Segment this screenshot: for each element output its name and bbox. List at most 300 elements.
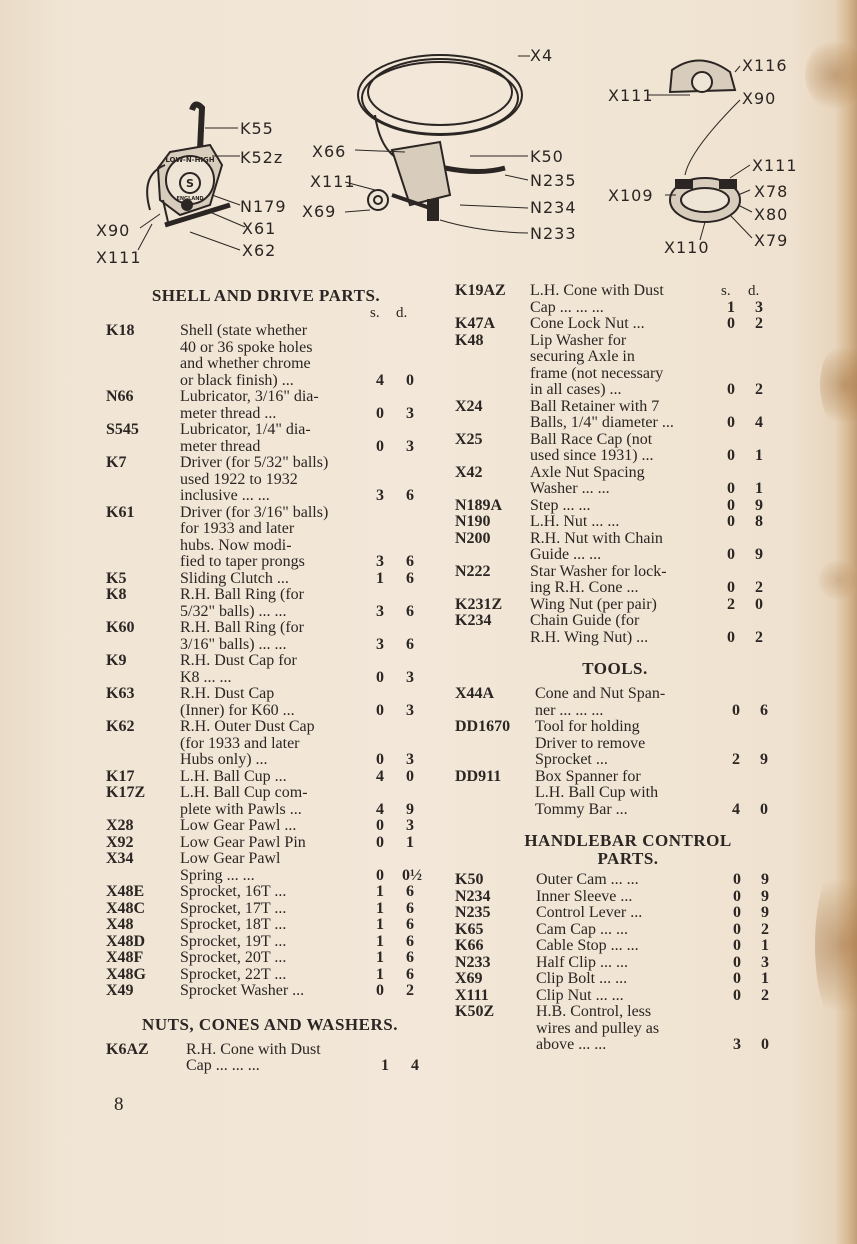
part-description <box>535 769 710 819</box>
description-line: meter thread ... <box>180 404 277 422</box>
description-line: Star Washer for lock- <box>530 562 667 580</box>
callout-label: X79 <box>754 231 789 250</box>
part-description <box>186 1042 364 1075</box>
pence-header: d. <box>748 283 760 299</box>
tools-parts-list <box>455 686 775 818</box>
description-line: Outer Cam ... ... <box>536 871 639 888</box>
price-shillings: 0 <box>376 668 384 686</box>
part-code: K61 <box>106 503 135 521</box>
part-row <box>106 934 426 951</box>
price-shillings: 0 <box>733 904 741 921</box>
part-row <box>106 587 426 620</box>
description-line: plete with Pawls ... <box>180 800 302 818</box>
part-row <box>455 872 775 889</box>
description-line: K8 ... ... <box>180 668 232 686</box>
price-shillings: 1 <box>376 916 384 933</box>
description-line: in all cases) ... <box>530 381 622 398</box>
description-line: securing Axle in <box>530 348 635 365</box>
part-description <box>180 901 358 918</box>
part-code: S545 <box>106 421 139 438</box>
description-line: Sprocket, 20T ... <box>180 949 287 966</box>
description-line: L.H. Ball Cup ... <box>180 767 287 785</box>
part-row <box>106 1042 426 1075</box>
part-row <box>106 455 426 505</box>
part-description <box>180 389 358 422</box>
part-row <box>106 967 426 984</box>
part-code: K19AZ <box>455 282 506 299</box>
handlebar-parts-list <box>455 872 775 1054</box>
price-shillings: 0 <box>733 986 741 1004</box>
price-pence: 0 <box>406 371 414 389</box>
part-code: K9 <box>106 652 127 669</box>
description-line: Sprocket Washer ... <box>180 982 305 999</box>
part-description <box>180 785 358 818</box>
price-shillings: 1 <box>727 298 735 316</box>
part-description <box>180 983 358 1000</box>
price-shillings: 1 <box>376 949 384 966</box>
part-code: X25 <box>455 430 483 448</box>
pence-header: d. <box>396 305 408 321</box>
description-line: Cap ... ... ... <box>186 1057 260 1074</box>
price-pence: 3 <box>406 668 414 686</box>
part-code: K50Z <box>455 1003 495 1020</box>
part-description <box>530 514 708 531</box>
price-shillings: 0 <box>733 887 741 905</box>
description-line: frame (not necessary <box>530 364 664 382</box>
price-pence: 2 <box>406 982 414 999</box>
price-shillings: 2 <box>727 595 735 613</box>
part-description <box>530 316 708 333</box>
description-line: Cam Cap ... ... <box>536 920 628 938</box>
part-description <box>530 432 708 465</box>
description-line: Half Clip ... ... <box>536 953 628 971</box>
description-line: H.B. Control, less <box>536 1003 652 1020</box>
price-shillings: 0 <box>376 817 384 834</box>
price-pence: 2 <box>755 579 763 596</box>
price-pence: 6 <box>406 965 414 983</box>
price-shillings: 1 <box>376 899 384 917</box>
price-shillings: 0 <box>376 833 384 851</box>
part-row <box>455 988 775 1005</box>
description-line: Sprocket ... <box>535 751 608 768</box>
callout-label: X62 <box>242 241 277 260</box>
description-line: and whether chrome <box>180 355 311 372</box>
description-line: Clip Bolt ... ... <box>536 970 628 987</box>
part-code: K6AZ <box>106 1040 149 1058</box>
part-description <box>530 613 708 646</box>
part-row <box>455 514 775 531</box>
part-code: K18 <box>106 322 135 339</box>
part-description <box>530 597 708 614</box>
part-code: X44A <box>455 685 495 702</box>
part-description <box>180 818 358 835</box>
price-pence: 8 <box>755 513 763 530</box>
part-code: DD911 <box>455 767 502 785</box>
description-line: R.H. Nut with Chain <box>530 529 663 547</box>
description-line: Cone Lock Nut ... <box>530 315 645 332</box>
part-row <box>455 955 775 972</box>
part-row <box>106 389 426 422</box>
price-shillings: 0 <box>376 751 384 768</box>
callout-label: X61 <box>242 219 277 238</box>
part-description <box>530 283 708 316</box>
price-shillings: 1 <box>381 1057 389 1074</box>
price-shillings: 3 <box>376 553 384 570</box>
clip-drawing <box>648 60 752 240</box>
description-line: Lubricator, 1/4" dia- <box>180 421 311 438</box>
price-pence: 1 <box>755 447 763 464</box>
price-pence: 2 <box>755 628 763 646</box>
description-line: 5/32" balls) ... ... <box>180 602 287 620</box>
description-line: Tool for holding <box>535 718 640 735</box>
callout-label: K52z <box>240 148 284 167</box>
part-code: N189A <box>455 496 503 514</box>
part-description <box>180 323 358 389</box>
description-line: Ball Race Cap (not <box>530 430 653 448</box>
callout-label: N233 <box>530 224 577 243</box>
part-row <box>455 938 775 955</box>
part-description <box>180 950 358 967</box>
description-line: Sprocket, 22T ... <box>180 965 287 983</box>
description-line: fied to taper prongs <box>180 553 305 570</box>
price-shillings: 0 <box>727 546 735 563</box>
stain <box>818 560 857 600</box>
price-shillings: 0 <box>727 579 735 596</box>
price-shillings: 0 <box>733 970 741 987</box>
callout-label: X66 <box>312 142 347 161</box>
price-pence: 1 <box>761 970 769 987</box>
description-line: for 1933 and later <box>180 520 295 537</box>
section-title-shell: SHELL AND DRIVE PARTS. <box>151 286 381 305</box>
description-line: Spring ... ... <box>180 866 255 884</box>
description-line: R.H. Ball Ring (for <box>180 586 304 603</box>
part-code: K17Z <box>106 784 146 801</box>
section-title-handlebar: HANDLEBAR CONTROL <box>524 831 732 850</box>
description-line: Driver (for 5/32" balls) <box>180 454 329 471</box>
part-row <box>106 653 426 686</box>
description-line: L.H. Cone with Dust <box>530 282 664 299</box>
price-shillings: 3 <box>376 635 384 653</box>
part-code: X28 <box>106 817 134 834</box>
price-shillings: 0 <box>732 701 740 719</box>
shell-parts-list <box>106 323 426 1000</box>
price-shillings: 0 <box>727 447 735 464</box>
price-pence: 6 <box>406 949 414 966</box>
part-row <box>455 564 775 597</box>
price-shillings: 0 <box>727 628 735 646</box>
callout-label: X111 <box>608 86 654 105</box>
description-line: Washer ... ... <box>530 480 610 497</box>
price-shillings: 0 <box>376 701 384 719</box>
part-code: K234 <box>455 612 492 629</box>
part-row <box>455 432 775 465</box>
description-line: Control Lever ... <box>536 904 643 921</box>
part-row <box>106 686 426 719</box>
part-code: X48C <box>106 899 146 917</box>
part-description <box>536 1004 712 1054</box>
price-pence: 1 <box>755 480 763 497</box>
description-line: Low Gear Pawl Pin <box>180 833 306 851</box>
description-line: R.H. Dust Cap <box>180 685 275 702</box>
part-code: K7 <box>106 454 127 471</box>
part-code: X49 <box>106 982 134 999</box>
price-pence: 6 <box>760 701 768 719</box>
price-pence: 0 <box>755 595 763 613</box>
price-shillings: 4 <box>376 800 384 818</box>
part-code: K62 <box>106 718 135 735</box>
part-row <box>106 719 426 769</box>
price-shillings: 3 <box>376 602 384 620</box>
emblem-text: ENGLAND <box>176 196 204 202</box>
part-description <box>530 399 708 432</box>
cable-control-drawing <box>345 55 530 233</box>
part-code: X69 <box>455 970 483 987</box>
section-title-tools: TOOLS. <box>582 659 648 678</box>
part-code: N222 <box>455 562 491 580</box>
part-description <box>536 988 712 1005</box>
description-line: L.H. Ball Cup com- <box>180 784 308 801</box>
description-line: R.H. Ball Ring (for <box>180 619 304 636</box>
part-code: X92 <box>106 833 134 851</box>
description-line: Cable Stop ... ... <box>536 937 639 954</box>
price-shillings: 0 <box>376 982 384 999</box>
description-line: Cone and Nut Span- <box>535 685 666 702</box>
description-line: Low Gear Pawl ... <box>180 817 297 834</box>
description-line: meter thread <box>180 437 261 455</box>
description-line: Sliding Clutch ... <box>180 569 289 587</box>
callout-label: N234 <box>530 198 577 217</box>
callout-label: N179 <box>240 197 287 216</box>
description-line: hubs. Now modi- <box>180 536 292 554</box>
part-description <box>530 564 708 597</box>
price-pence: 0 <box>760 800 768 818</box>
part-code: N233 <box>455 953 491 971</box>
price-shillings: 0 <box>733 937 741 954</box>
part-row <box>455 333 775 399</box>
price-pence: 6 <box>406 553 414 570</box>
callout-label: X111 <box>752 156 798 175</box>
emblem-text: LOW-N-HIGH <box>165 156 215 164</box>
part-description <box>180 620 358 653</box>
price-shillings: 0 <box>733 920 741 938</box>
description-line: wires and pulley as <box>536 1019 660 1037</box>
price-shillings: 1 <box>376 965 384 983</box>
description-line: 40 or 36 spoke holes <box>180 338 313 356</box>
section-title-handlebar-2: PARTS. <box>597 849 659 868</box>
price-pence: 3 <box>406 817 414 834</box>
part-code: X42 <box>455 463 483 481</box>
description-line: Hubs only) ... <box>180 751 268 768</box>
right-column <box>455 283 775 1054</box>
description-line: Driver (for 3/16" balls) <box>180 503 329 521</box>
part-row <box>106 983 426 1000</box>
description-line: Low Gear Pawl <box>180 850 281 867</box>
price-pence: 2 <box>761 986 769 1004</box>
part-row <box>106 571 426 588</box>
price-pence: 3 <box>406 437 414 455</box>
shillings-header: s. <box>370 305 380 321</box>
part-description <box>180 686 358 719</box>
part-code: K66 <box>455 937 484 954</box>
price-pence: 1 <box>761 937 769 954</box>
nuts-parts-list <box>106 1042 426 1075</box>
price-shillings: 0 <box>727 480 735 497</box>
callout-label: X109 <box>608 186 654 205</box>
price-shillings: 1 <box>376 883 384 900</box>
price-shillings: 0 <box>727 513 735 530</box>
description-line: (Inner) for K60 ... <box>180 701 295 719</box>
part-description <box>530 333 708 399</box>
part-code: X48G <box>106 965 146 983</box>
part-code: N235 <box>455 904 491 921</box>
price-pence: 3 <box>406 751 414 768</box>
part-description <box>536 938 712 955</box>
part-row <box>455 465 775 498</box>
price-shillings: 4 <box>732 800 740 818</box>
part-code: X111 <box>455 986 489 1004</box>
callout-label: X116 <box>742 56 788 75</box>
part-description <box>180 719 358 769</box>
part-description <box>180 422 358 455</box>
part-description <box>180 653 358 686</box>
price-pence: 1 <box>406 833 414 851</box>
part-code: N190 <box>455 513 491 530</box>
description-line: Lubricator, 3/16" dia- <box>180 388 319 405</box>
part-code: DD1670 <box>455 718 511 735</box>
part-description <box>180 587 358 620</box>
part-description <box>180 835 358 852</box>
price-shillings: 0 <box>727 315 735 332</box>
description-line: Sprocket, 17T ... <box>180 899 287 917</box>
description-line: Guide ... ... <box>530 546 602 563</box>
callout-label: X69 <box>302 202 337 221</box>
callout-label: X90 <box>742 89 777 108</box>
part-code: K60 <box>106 619 135 636</box>
description-line: Cap ... ... ... <box>530 298 604 316</box>
part-description <box>530 531 708 564</box>
part-row <box>106 818 426 835</box>
section-title-nuts: NUTS, CONES AND WASHERS. <box>142 1014 398 1034</box>
part-code: K47A <box>455 315 495 332</box>
price-pence: 6 <box>406 487 414 504</box>
part-row <box>106 917 426 934</box>
description-line: Tommy Bar ... <box>535 800 628 818</box>
price-pence: 4 <box>755 414 763 431</box>
price-pence: 9 <box>755 496 763 514</box>
price-pence: 2 <box>755 315 763 332</box>
price-shillings: 0 <box>727 496 735 514</box>
description-line: used since 1931) ... <box>530 447 654 464</box>
description-line: above ... ... <box>536 1036 607 1053</box>
price-pence: 9 <box>761 871 769 888</box>
price-shillings: 3 <box>376 487 384 504</box>
description-line: L.H. Ball Cup with <box>535 784 659 801</box>
part-code: X48E <box>106 883 145 900</box>
price-pence: 9 <box>406 800 414 818</box>
part-row <box>455 889 775 906</box>
price-pence: 6 <box>406 883 414 900</box>
callout-label: X80 <box>754 205 789 224</box>
part-code: X48 <box>106 916 134 933</box>
column-header <box>106 307 426 323</box>
part-code: N200 <box>455 529 491 547</box>
price-pence: 2 <box>755 381 763 398</box>
callout-label: X110 <box>664 238 710 257</box>
description-line: R.H. Cone with Dust <box>186 1040 321 1058</box>
price-pence: 0½ <box>402 866 422 884</box>
part-row <box>455 922 775 939</box>
part-code: X48F <box>106 949 144 966</box>
callout-label: X90 <box>96 221 131 240</box>
part-row <box>106 769 426 786</box>
part-row <box>455 719 775 769</box>
description-line: (for 1933 and later <box>180 734 300 752</box>
description-line: Axle Nut Spacing <box>530 463 645 481</box>
price-shillings: 4 <box>376 371 384 389</box>
price-shillings: 0 <box>376 866 384 884</box>
callout-label: K50 <box>530 147 564 166</box>
part-code: X34 <box>106 850 134 867</box>
price-pence: 0 <box>761 1036 769 1053</box>
part-code: K231Z <box>455 595 503 613</box>
part-row <box>106 950 426 967</box>
description-line: Chain Guide (for <box>530 612 640 629</box>
description-line: Driver to remove <box>535 734 646 752</box>
part-row <box>455 686 775 719</box>
part-description <box>180 884 358 901</box>
price-pence: 3 <box>406 701 414 719</box>
price-pence: 3 <box>406 404 414 422</box>
price-pence: 4 <box>411 1057 419 1074</box>
part-description <box>180 917 358 934</box>
description-line: Shell (state whether <box>180 322 308 339</box>
page-number: 8 <box>114 1094 124 1115</box>
price-shillings: 0 <box>733 953 741 971</box>
part-description <box>180 851 358 884</box>
part-row <box>455 597 775 614</box>
part-description <box>180 769 358 786</box>
price-pence: 9 <box>760 751 768 768</box>
part-code: K8 <box>106 586 127 603</box>
description-line: Sprocket, 16T ... <box>180 883 287 900</box>
description-line: Balls, 1/4" diameter ... <box>530 414 674 431</box>
part-code: K5 <box>106 569 127 587</box>
part-description <box>536 872 712 889</box>
price-pence: 6 <box>406 569 414 587</box>
price-pence: 6 <box>406 916 414 933</box>
description-line: inclusive ... ... <box>180 487 270 504</box>
part-row <box>106 901 426 918</box>
part-description <box>180 934 358 951</box>
price-shillings: 0 <box>376 437 384 455</box>
part-row <box>455 971 775 988</box>
callout-label: X111 <box>310 172 356 191</box>
price-pence: 9 <box>761 904 769 921</box>
part-description <box>536 955 712 972</box>
description-line: Ball Retainer with 7 <box>530 397 660 415</box>
part-row <box>106 323 426 389</box>
description-line: R.H. Outer Dust Cap <box>180 718 315 735</box>
description-line: 3/16" balls) ... ... <box>180 635 287 653</box>
shillings-header: s. <box>721 283 731 299</box>
price-pence: 3 <box>755 298 763 316</box>
description-line: R.H. Wing Nut) ... <box>530 628 649 646</box>
price-pence: 6 <box>406 899 414 917</box>
price-pence: 2 <box>761 920 769 938</box>
description-line: or black finish) ... <box>180 371 294 389</box>
price-shillings: 0 <box>727 381 735 398</box>
price-pence: 9 <box>761 887 769 905</box>
